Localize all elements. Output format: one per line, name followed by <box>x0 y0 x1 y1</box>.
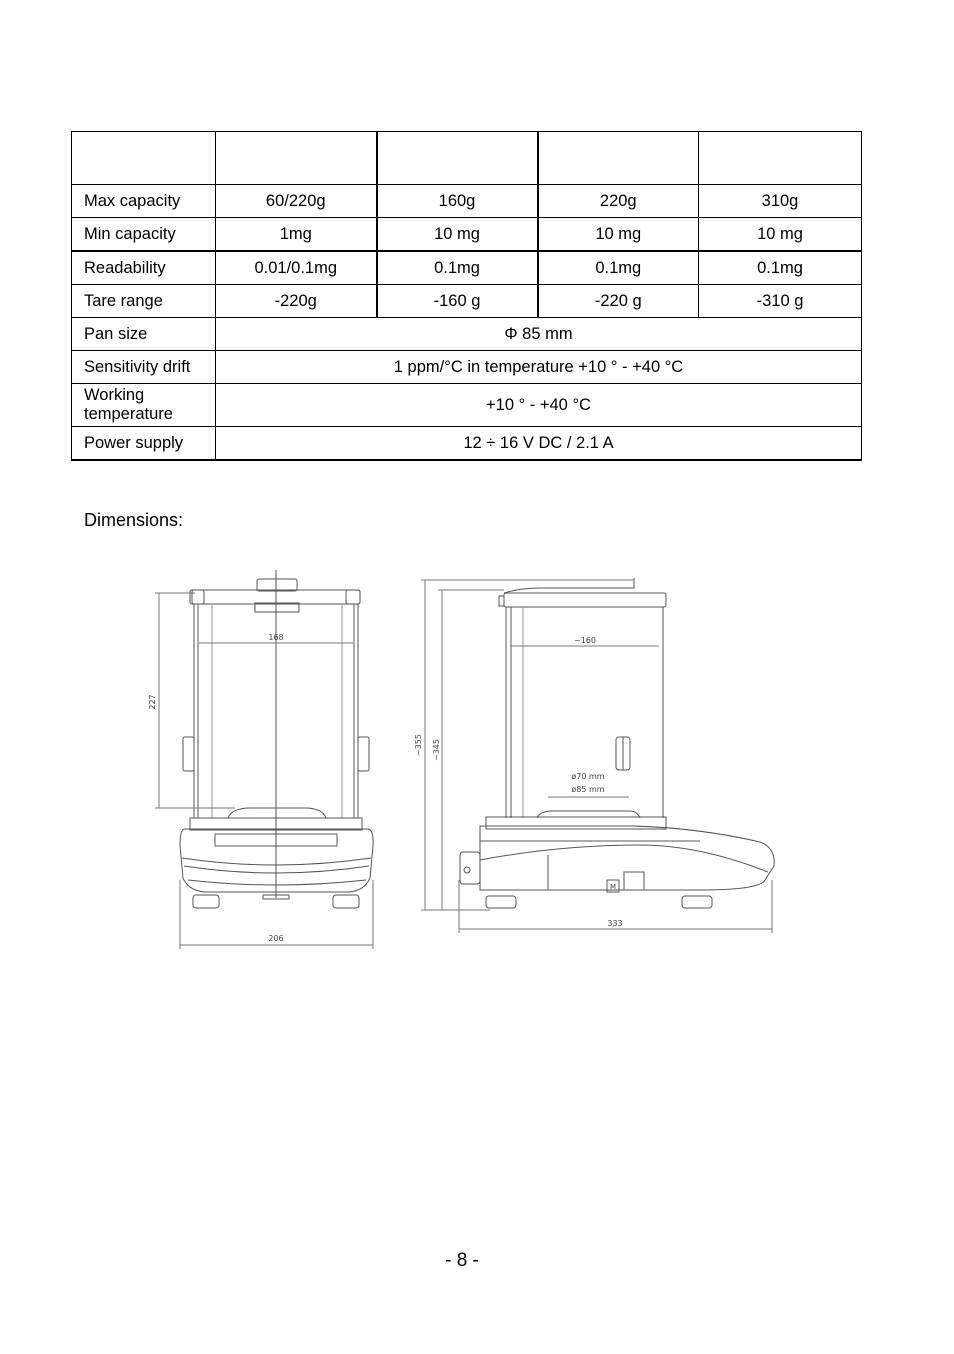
row-label-line: temperature <box>84 405 173 423</box>
header-cell <box>216 132 377 185</box>
row-label: Max capacity <box>72 185 216 218</box>
row-label: Power supply <box>72 427 216 461</box>
side-height-label: ~345 <box>432 739 441 761</box>
table-cell: 0.1mg <box>538 251 699 285</box>
row-label: Min capacity <box>72 218 216 252</box>
page-number: - 8 - <box>445 1250 479 1271</box>
front-inner-width-label: 168 <box>268 633 284 642</box>
header-cell <box>72 132 216 185</box>
m-badge-label: M <box>609 883 617 891</box>
table-cell: -160 g <box>377 285 538 318</box>
table-header-row <box>72 132 862 185</box>
table-cell: -220g <box>216 285 377 318</box>
row-label: Tare range <box>72 285 216 318</box>
specifications-table <box>71 131 862 461</box>
table-row-power-supply <box>72 427 862 461</box>
table-row-readability <box>72 251 862 285</box>
row-label: Readability <box>72 251 216 285</box>
front-height-label: 227 <box>148 694 157 710</box>
table-row-sensitivity-drift <box>72 351 862 384</box>
table-cell: 220g <box>538 185 699 218</box>
balance-dimension-drawing <box>140 570 790 960</box>
table-row-pan-size <box>72 318 862 351</box>
side-total-height-label: ~355 <box>414 734 423 756</box>
dimensions-heading: Dimensions: <box>84 510 184 530</box>
merged-cell: 12 ÷ 16 V DC / 2.1 A <box>216 427 862 461</box>
table-cell: 10 mg <box>377 218 538 252</box>
header-cell <box>699 132 862 185</box>
table-cell: 310g <box>699 185 862 218</box>
row-label <box>72 384 216 427</box>
table-cell: 0.1mg <box>377 251 538 285</box>
merged-cell: +10 ° - +40 °C <box>216 384 862 427</box>
table-cell: 160g <box>377 185 538 218</box>
table-cell: -220 g <box>538 285 699 318</box>
table-cell: 1mg <box>216 218 377 252</box>
pan-large-diameter-label: ø85 mm <box>571 785 605 794</box>
table-cell: 0.01/0.1mg <box>216 251 377 285</box>
table-row-tare-range <box>72 285 862 318</box>
table-cell: -310 g <box>699 285 862 318</box>
table-row-max-capacity <box>72 185 862 218</box>
merged-cell: Φ 85 mm <box>216 318 862 351</box>
table-row-working-temperature <box>72 384 862 427</box>
side-depth-label: 333 <box>607 919 623 928</box>
table-cell: 60/220g <box>216 185 377 218</box>
row-label-line: Working <box>84 386 145 404</box>
front-view-drawing <box>148 570 373 949</box>
row-label: Pan size <box>72 318 216 351</box>
header-cell <box>538 132 699 185</box>
row-label: Sensitivity drift <box>72 351 216 384</box>
table-cell: 0.1mg <box>699 251 862 285</box>
table-cell: 10 mg <box>699 218 862 252</box>
merged-cell: 1 ppm/°C in temperature +10 ° - +40 °C <box>216 351 862 384</box>
table-cell: 10 mg <box>538 218 699 252</box>
front-width-label: 206 <box>268 934 284 943</box>
side-inner-depth-label: ~160 <box>574 636 596 645</box>
header-cell <box>377 132 538 185</box>
pan-small-diameter-label: ø70 mm <box>571 772 605 781</box>
table-row-min-capacity <box>72 218 862 252</box>
side-view-drawing <box>414 578 774 933</box>
